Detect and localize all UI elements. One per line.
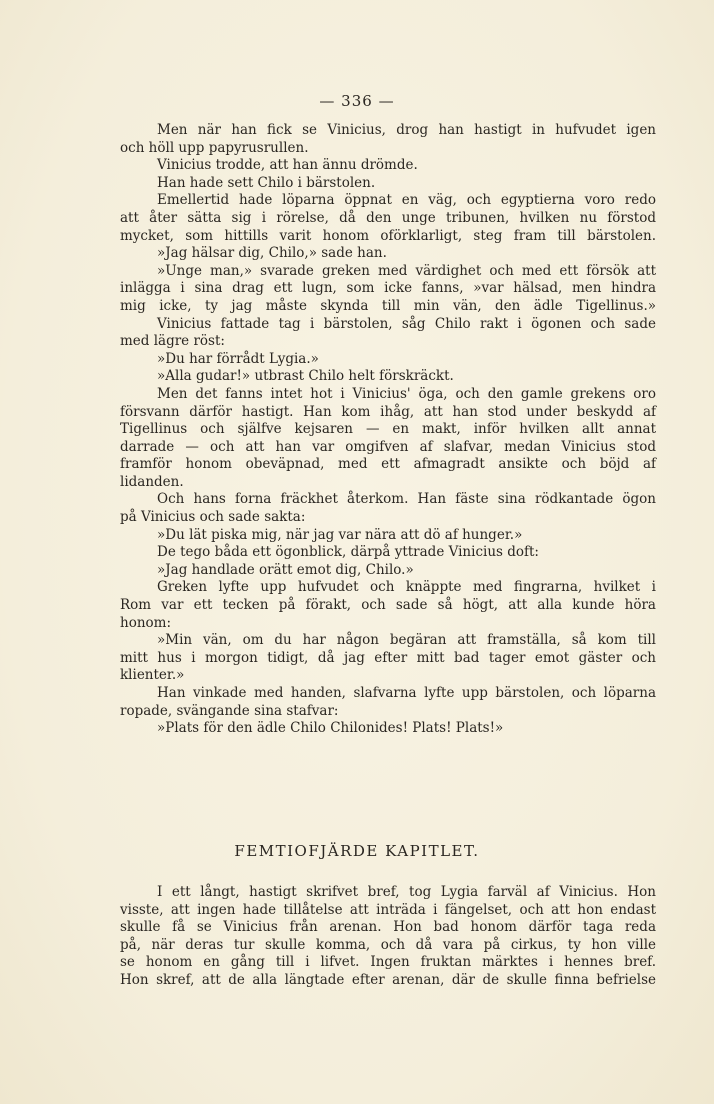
text-line: på Vinicius och sade sakta: (120, 509, 306, 526)
text-line: »Jag handlade orätt emot dig, Chilo.» (157, 561, 414, 578)
text-line: »Alla gudar!» utbrast Chilo helt förskräckt. (157, 368, 454, 385)
text-line: på, när deras tur skulle komma, och då vara på cirkus, ty hon ville (120, 936, 656, 953)
text-line: »Min vän, om du har någon begäran att framställa, så kom till (157, 632, 656, 649)
text-line: Hon skref, att de alla längtade efter arenan, där de skulle finna befrielse (120, 971, 656, 988)
text-line: darrade — och att han var omgifven af slafvar, medan Vinicius stod (120, 438, 656, 455)
text-line: lidanden. (120, 473, 184, 490)
text-line: Han vinkade med handen, slafvarna lyfte upp bärstolen, och löparna (157, 685, 656, 701)
text-line: De tego båda ett ögonblick, därpå yttrade Vinicius doft: (157, 544, 539, 561)
text-line: Men det fanns intet hot i Vinicius' öga, och den gamle grekens oro (157, 385, 656, 402)
text-line: med lägre röst: (120, 333, 225, 350)
text-line: se honom en gång till i lifvet. Ingen fruktan märktes i hennes bref. (120, 954, 656, 971)
text-line: Han hade sett Chilo i bärstolen. (157, 174, 376, 191)
text-line: »Du lät piska mig, när jag var nära att dö af hunger.» (157, 526, 523, 543)
text-line: försvann därför hastigt. Han kom ihåg, att han stod under beskydd af (120, 403, 656, 420)
text-line: Tigellinus och själfve kejsaren — en makt, inför hvilken allt annat (120, 421, 656, 438)
text-line: I ett långt, hastigt skrifvet bref, tog Lygia farväl af Vinicius. Hon (157, 884, 656, 900)
chapter-heading: FEMTIOFJÄRDE KAPITLET. (234, 842, 480, 860)
text-line: Men när han fick se Vinicius, drog han hastigt in hufvudet igen (157, 122, 656, 138)
text-line: inlägga i sina drag ett lugn, som icke fanns, »var hälsad, men hindra (120, 280, 656, 297)
text-line: att åter sätta sig i rörelse, då den unge tribunen, hvilken nu förstod (120, 209, 656, 226)
text-line: mitt hus i morgon tidigt, då jag efter mitt bad tager emot gäster och (120, 649, 656, 666)
text-line: mycket, som hittills varit honom oförklarligt, steg fram till bärstolen. (120, 227, 656, 244)
chapter-text (120, 884, 656, 990)
text-line: Vinicius trodde, att han ännu drömde. (157, 157, 418, 174)
text-line: »Plats för den ädle Chilo Chilonides! Plats! Plats!» (157, 720, 504, 737)
text-line: »Du har förrådt Lygia.» (157, 350, 319, 367)
text-line: Greken lyfte upp hufvudet och knäppte med fingrarna, hvilket i (157, 579, 656, 596)
text-line: »Jag hälsar dig, Chilo,» sade han. (157, 245, 387, 262)
body-text (120, 122, 656, 738)
text-line: och höll upp papyrusrullen. (120, 139, 309, 156)
text-line: framför honom obeväpnad, med ett afmagradt ansikte och böjd af (120, 456, 656, 473)
text-line: mig icke, ty jag måste skynda till min vän, den ädle Tigellinus.» (120, 297, 656, 314)
text-line: Vinicius fattade tag i bärstolen, såg Chilo rakt i ögonen och sade (157, 315, 656, 332)
text-line: honom: (120, 614, 171, 631)
text-line: klienter.» (120, 667, 185, 684)
text-line: skulle få se Vinicius från arenan. Hon bad honom därför taga reda (120, 919, 656, 936)
page-number: — 336 — (319, 92, 395, 110)
text-line: Emellertid hade löparna öppnat en väg, och egyptierna voro redo (157, 192, 656, 209)
text-line: ropade, svängande sina stafvar: (120, 702, 339, 719)
text-line: visste, att ingen hade tillåtelse att inträda i fängelset, och att hon endast (120, 901, 656, 918)
text-line: »Unge man,» svarade greken med värdighet och med ett försök att (157, 262, 656, 279)
text-line: Och hans forna fräckhet återkom. Han fäste sina rödkantade ögon (157, 491, 656, 508)
text-line: Rom var ett tecken på förakt, och sade så högt, att alla kunde höra (120, 597, 656, 614)
